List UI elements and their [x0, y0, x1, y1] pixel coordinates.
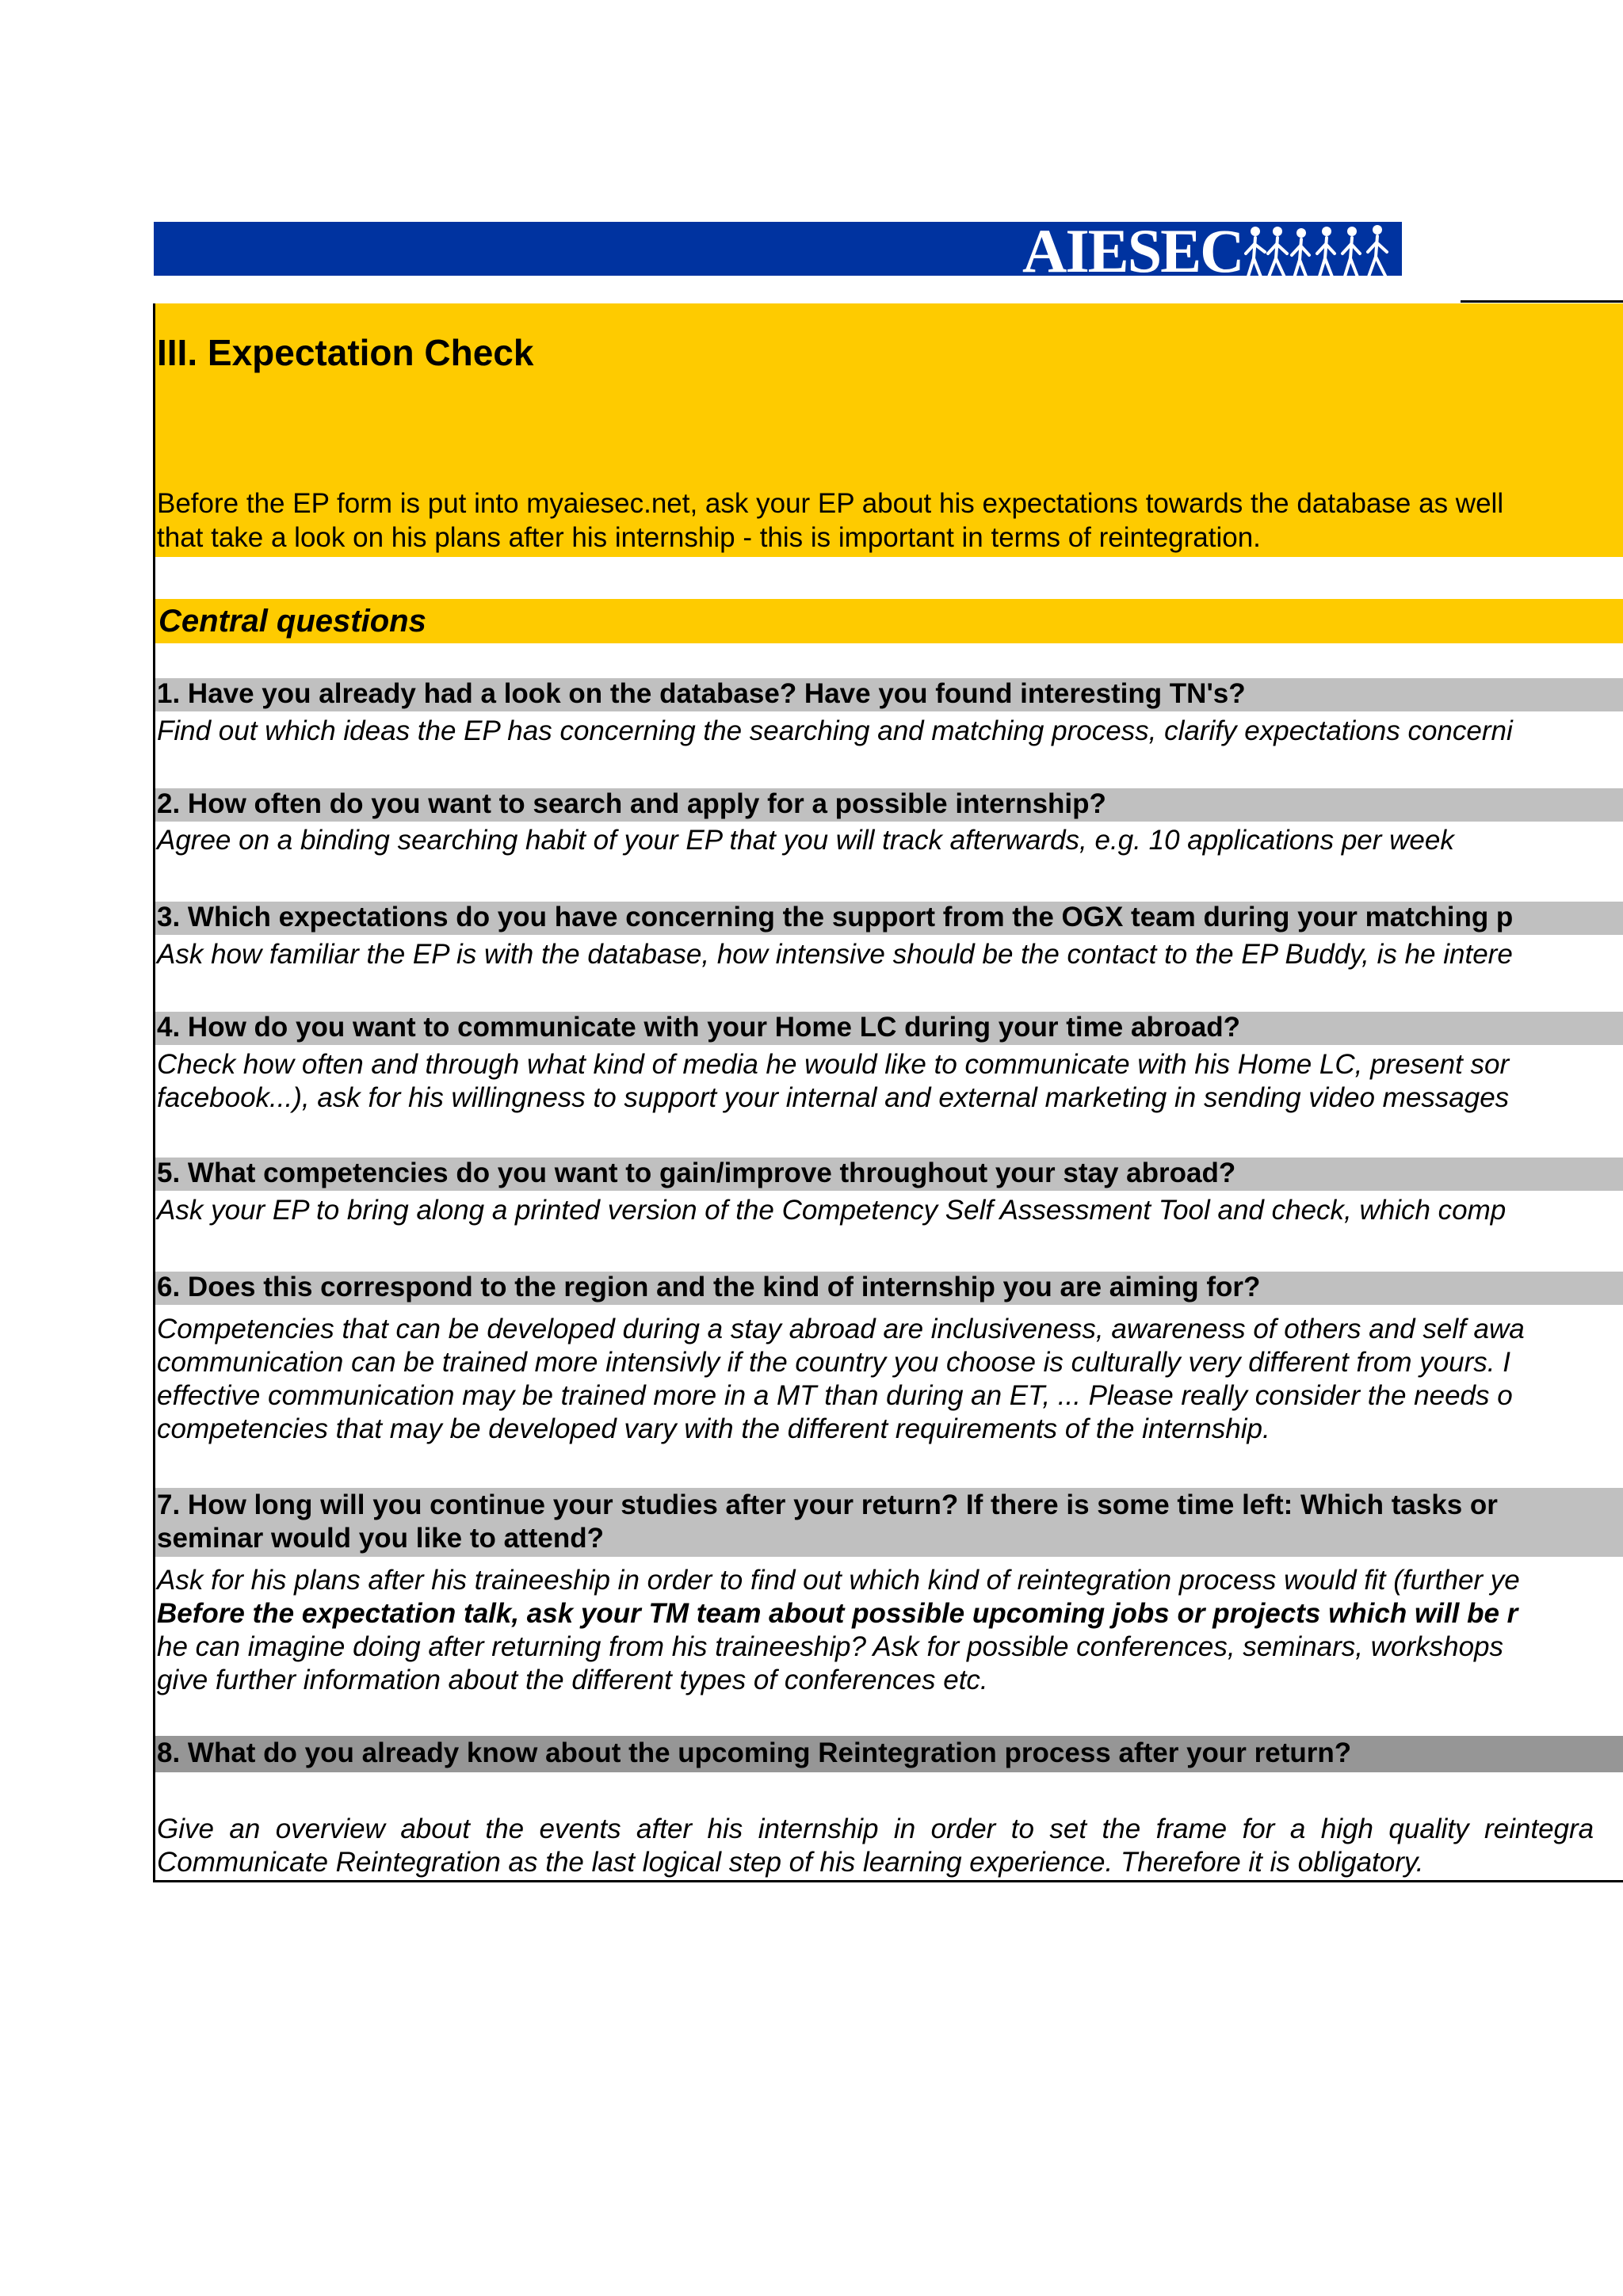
question-line: 2. How often do you want to search and apply for a possible internship? — [157, 788, 1106, 819]
question-line: seminar would you like to attend? — [157, 1523, 604, 1554]
answer-6 — [157, 1313, 1525, 1446]
answer-2 — [157, 824, 1454, 857]
answer-line: Find out which ideas the EP has concerning the searching and matching process, clarify expectations concerni — [157, 715, 1513, 746]
answer-line: Agree on a binding searching habit of your EP that you will track afterwards, e.g. 10 applications per week — [157, 825, 1454, 856]
answer-line-emphasis: Before the expectation talk, ask your TM team about possible upcoming jobs or projects which will be r — [157, 1598, 1518, 1629]
answer-line: give further information about the different types of conferences etc. — [157, 1665, 988, 1695]
answer-line: Give an overview about the events after his internship in order to set the frame for a high quality reintegra — [157, 1814, 1594, 1844]
walking-people-icon — [1244, 223, 1395, 284]
question-line: 1. Have you already had a look on the database? Have you found interesting TN's? — [157, 678, 1246, 709]
answer-line: Ask how familiar the EP is with the database, how intensive should be the contact to the EP Buddy, is he intere — [157, 939, 1513, 970]
answer-line: competencies that may be developed vary with the different requirements of the internship. — [157, 1413, 1270, 1444]
answer-4 — [157, 1048, 1509, 1115]
question-5 — [157, 1157, 1235, 1190]
question-1 — [157, 677, 1246, 711]
answer-8 — [157, 1813, 1594, 1879]
logo-text: AIESEC — [1022, 216, 1243, 285]
answer-line: Ask your EP to bring along a printed version of the Competency Self Assessment Tool and check, which comp — [157, 1195, 1507, 1226]
answer-line: facebook...), ask for his willingness to support your internal and external marketing in sending video messages — [157, 1082, 1510, 1113]
question-8 — [157, 1737, 1351, 1770]
question-6 — [157, 1271, 1260, 1304]
question-3 — [157, 901, 1513, 934]
answer-line: effective communication may be trained more in a MT than during an ET, ... Please really consider the needs o — [157, 1380, 1513, 1411]
frame-top-edge — [1461, 300, 1623, 303]
answer-7 — [157, 1564, 1520, 1697]
question-line: 3. Which expectations do you have concerning the support from the OGX team during your matching p — [157, 902, 1514, 933]
central-questions-label: Central questions — [158, 604, 426, 639]
answer-line: communication can be trained more intensivly if the country you choose is culturally very different from yours. I — [157, 1347, 1510, 1378]
question-line: 5. What competencies do you want to gain/improve throughout your stay abroad? — [157, 1158, 1236, 1188]
answer-line: he can imagine doing after returning from his traineeship? Ask for possible conferences, seminars, workshops — [157, 1631, 1504, 1662]
answer-line: Ask for his plans after his traineeship in order to find out which kind of reintegration process would fit (further ye — [157, 1565, 1520, 1596]
answer-1 — [157, 715, 1513, 748]
question-line: 6. Does this correspond to the region and the kind of internship you are aiming for? — [157, 1272, 1261, 1302]
question-4 — [157, 1011, 1240, 1044]
section-title: III. Expectation Check — [157, 332, 534, 373]
answer-3 — [157, 938, 1513, 971]
answer-line: Check how often and through what kind of media he would like to communicate with his Home LC, present sor — [157, 1049, 1510, 1080]
aiesec-logo — [1022, 211, 1395, 284]
question-line: 7. How long will you continue your studies after your return? If there is some time left: Which tasks or — [157, 1489, 1498, 1520]
answer-line: Competencies that can be developed during a stay abroad are inclusiveness, awareness of others and self awa — [157, 1314, 1525, 1344]
question-2 — [157, 788, 1106, 821]
question-7 — [157, 1489, 1498, 1555]
intro-line: Before the EP form is put into myaiesec.net, ask your EP about his expectations towards the database as well — [157, 488, 1504, 519]
intro-line: that take a look on his plans after his internship - this is important in terms of reintegration. — [157, 522, 1261, 553]
section-intro — [157, 486, 1503, 555]
question-line: 4. How do you want to communicate with your Home LC during your time abroad? — [157, 1012, 1241, 1043]
answer-5 — [157, 1194, 1506, 1227]
answer-line: Communicate Reintegration as the last logical step of his learning experience. Therefore it is obligatory. — [157, 1847, 1424, 1878]
question-line: 8. What do you already know about the upcoming Reintegration process after your return? — [157, 1737, 1352, 1768]
